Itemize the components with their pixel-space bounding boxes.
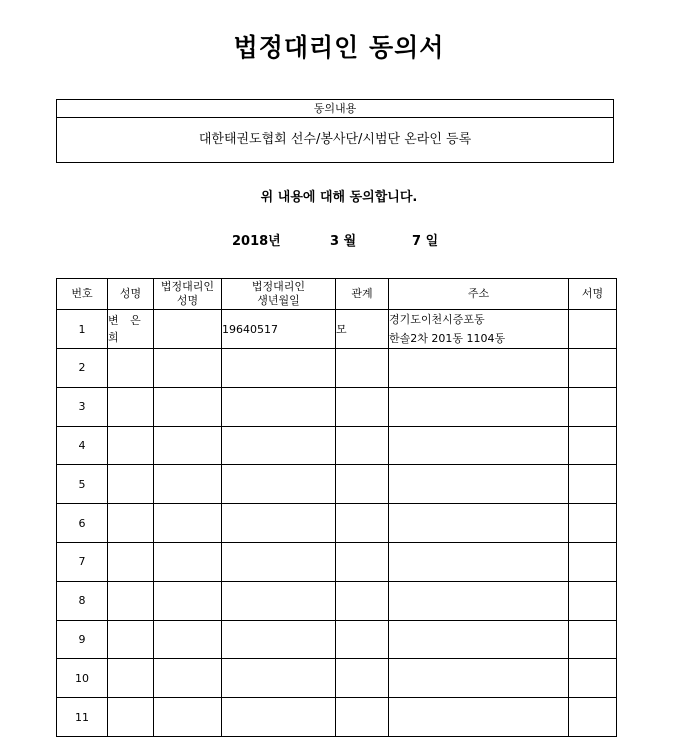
- row-name[interactable]: [108, 698, 154, 737]
- row-guardian-birth[interactable]: 19640517: [222, 310, 336, 349]
- row-address[interactable]: [389, 659, 569, 698]
- row-guardian-birth[interactable]: [222, 659, 336, 698]
- header-address: 주소: [389, 279, 569, 310]
- row-guardian-birth[interactable]: [222, 426, 336, 465]
- row-signature[interactable]: [569, 581, 617, 620]
- header-guardian-birth-line1: 법정대리인: [251, 280, 306, 293]
- row-relation[interactable]: [336, 698, 389, 737]
- row-guardian-name[interactable]: [154, 465, 222, 504]
- row-address-line1: 경기도이천시증포동: [389, 313, 485, 326]
- row-guardian-birth[interactable]: [222, 698, 336, 737]
- table-row: [57, 698, 617, 737]
- row-guardian-birth[interactable]: [222, 387, 336, 426]
- row-name-line1: 변 은: [108, 314, 145, 327]
- table-row: [57, 620, 617, 659]
- row-relation[interactable]: [336, 581, 389, 620]
- row-name[interactable]: [108, 659, 154, 698]
- table-row: [57, 542, 617, 581]
- row-signature[interactable]: [569, 426, 617, 465]
- row-name[interactable]: [108, 542, 154, 581]
- row-guardian-birth[interactable]: [222, 465, 336, 504]
- row-signature[interactable]: [569, 698, 617, 737]
- row-name[interactable]: [108, 349, 154, 388]
- row-number: 9: [57, 620, 108, 659]
- table-row: [57, 465, 617, 504]
- row-guardian-name[interactable]: [154, 659, 222, 698]
- row-guardian-name[interactable]: [154, 387, 222, 426]
- row-address[interactable]: [389, 581, 569, 620]
- row-name[interactable]: [108, 620, 154, 659]
- row-guardian-birth[interactable]: [222, 542, 336, 581]
- row-address-line2: 한솔2차 201동 1104동: [389, 332, 506, 345]
- row-address[interactable]: [389, 542, 569, 581]
- row-address[interactable]: [389, 349, 569, 388]
- header-guardian-birth-line2: 생년월일: [257, 294, 300, 307]
- row-guardian-name[interactable]: [154, 620, 222, 659]
- date-year: 2018년: [232, 234, 281, 249]
- document-title: 법정대리인 동의서: [233, 33, 445, 62]
- row-name[interactable]: [108, 504, 154, 543]
- row-relation[interactable]: [336, 387, 389, 426]
- row-relation[interactable]: [336, 504, 389, 543]
- row-signature[interactable]: [569, 465, 617, 504]
- row-number: 1: [57, 310, 108, 349]
- table-row: [57, 426, 617, 465]
- row-guardian-name[interactable]: [154, 698, 222, 737]
- row-relation[interactable]: 모: [336, 310, 389, 349]
- header-name: 성명: [108, 279, 154, 310]
- guardian-table: [56, 278, 617, 737]
- table-row: [57, 659, 617, 698]
- row-relation[interactable]: [336, 659, 389, 698]
- date-day: 7 일: [412, 234, 439, 249]
- row-address[interactable]: [389, 465, 569, 504]
- row-number: 6: [57, 504, 108, 543]
- row-number: 5: [57, 465, 108, 504]
- row-signature[interactable]: [569, 349, 617, 388]
- row-address[interactable]: [389, 698, 569, 737]
- row-address[interactable]: [389, 504, 569, 543]
- row-signature[interactable]: [569, 310, 617, 349]
- row-guardian-name[interactable]: [154, 581, 222, 620]
- row-number: 11: [57, 698, 108, 737]
- date-month: 3 월: [330, 234, 357, 249]
- row-name[interactable]: [108, 581, 154, 620]
- header-guardian-name-line2: 성명: [176, 294, 199, 307]
- table-row: [57, 581, 617, 620]
- row-number: 7: [57, 542, 108, 581]
- header-no: 번호: [57, 279, 108, 310]
- consent-box: [56, 99, 614, 163]
- header-guardian-birth: [222, 279, 336, 310]
- row-guardian-name[interactable]: [154, 349, 222, 388]
- row-guardian-birth[interactable]: [222, 349, 336, 388]
- row-number: 2: [57, 349, 108, 388]
- row-signature[interactable]: [569, 659, 617, 698]
- header-signature: 서명: [569, 279, 617, 310]
- row-number: 3: [57, 387, 108, 426]
- row-guardian-name[interactable]: [154, 310, 222, 349]
- header-guardian-name-line1: 법정대리인: [160, 280, 215, 293]
- row-relation[interactable]: [336, 620, 389, 659]
- row-relation[interactable]: [336, 426, 389, 465]
- row-signature[interactable]: [569, 387, 617, 426]
- table-row: [57, 504, 617, 543]
- row-guardian-birth[interactable]: [222, 504, 336, 543]
- header-guardian-name: [154, 279, 222, 310]
- row-signature[interactable]: [569, 620, 617, 659]
- table-row: [57, 349, 617, 388]
- consent-header: 동의내용: [57, 100, 613, 118]
- row-name[interactable]: [108, 465, 154, 504]
- row-number: 4: [57, 426, 108, 465]
- row-number: 10: [57, 659, 108, 698]
- row-address[interactable]: [389, 310, 569, 349]
- row-name[interactable]: [108, 426, 154, 465]
- row-guardian-birth[interactable]: [222, 620, 336, 659]
- consent-content: 대한태권도협회 선수/봉사단/시범단 온라인 등록: [198, 132, 472, 147]
- row-relation[interactable]: [336, 542, 389, 581]
- row-signature[interactable]: [569, 542, 617, 581]
- row-guardian-name[interactable]: [154, 426, 222, 465]
- row-signature[interactable]: [569, 504, 617, 543]
- row-name[interactable]: [108, 387, 154, 426]
- row-address[interactable]: [389, 387, 569, 426]
- table-row: [57, 310, 617, 349]
- row-relation[interactable]: [336, 349, 389, 388]
- row-name-line2: 희: [108, 331, 123, 344]
- row-guardian-birth[interactable]: [222, 581, 336, 620]
- row-number: 8: [57, 581, 108, 620]
- table-row: [57, 387, 617, 426]
- row-address[interactable]: [389, 426, 569, 465]
- row-guardian-name[interactable]: [154, 504, 222, 543]
- header-relation: 관계: [336, 279, 389, 310]
- row-relation[interactable]: [336, 465, 389, 504]
- table-header-row: [57, 279, 617, 310]
- agreement-statement: 위 내용에 대해 동의합니다.: [260, 190, 418, 205]
- row-guardian-name[interactable]: [154, 542, 222, 581]
- row-address[interactable]: [389, 620, 569, 659]
- row-name[interactable]: [108, 310, 154, 349]
